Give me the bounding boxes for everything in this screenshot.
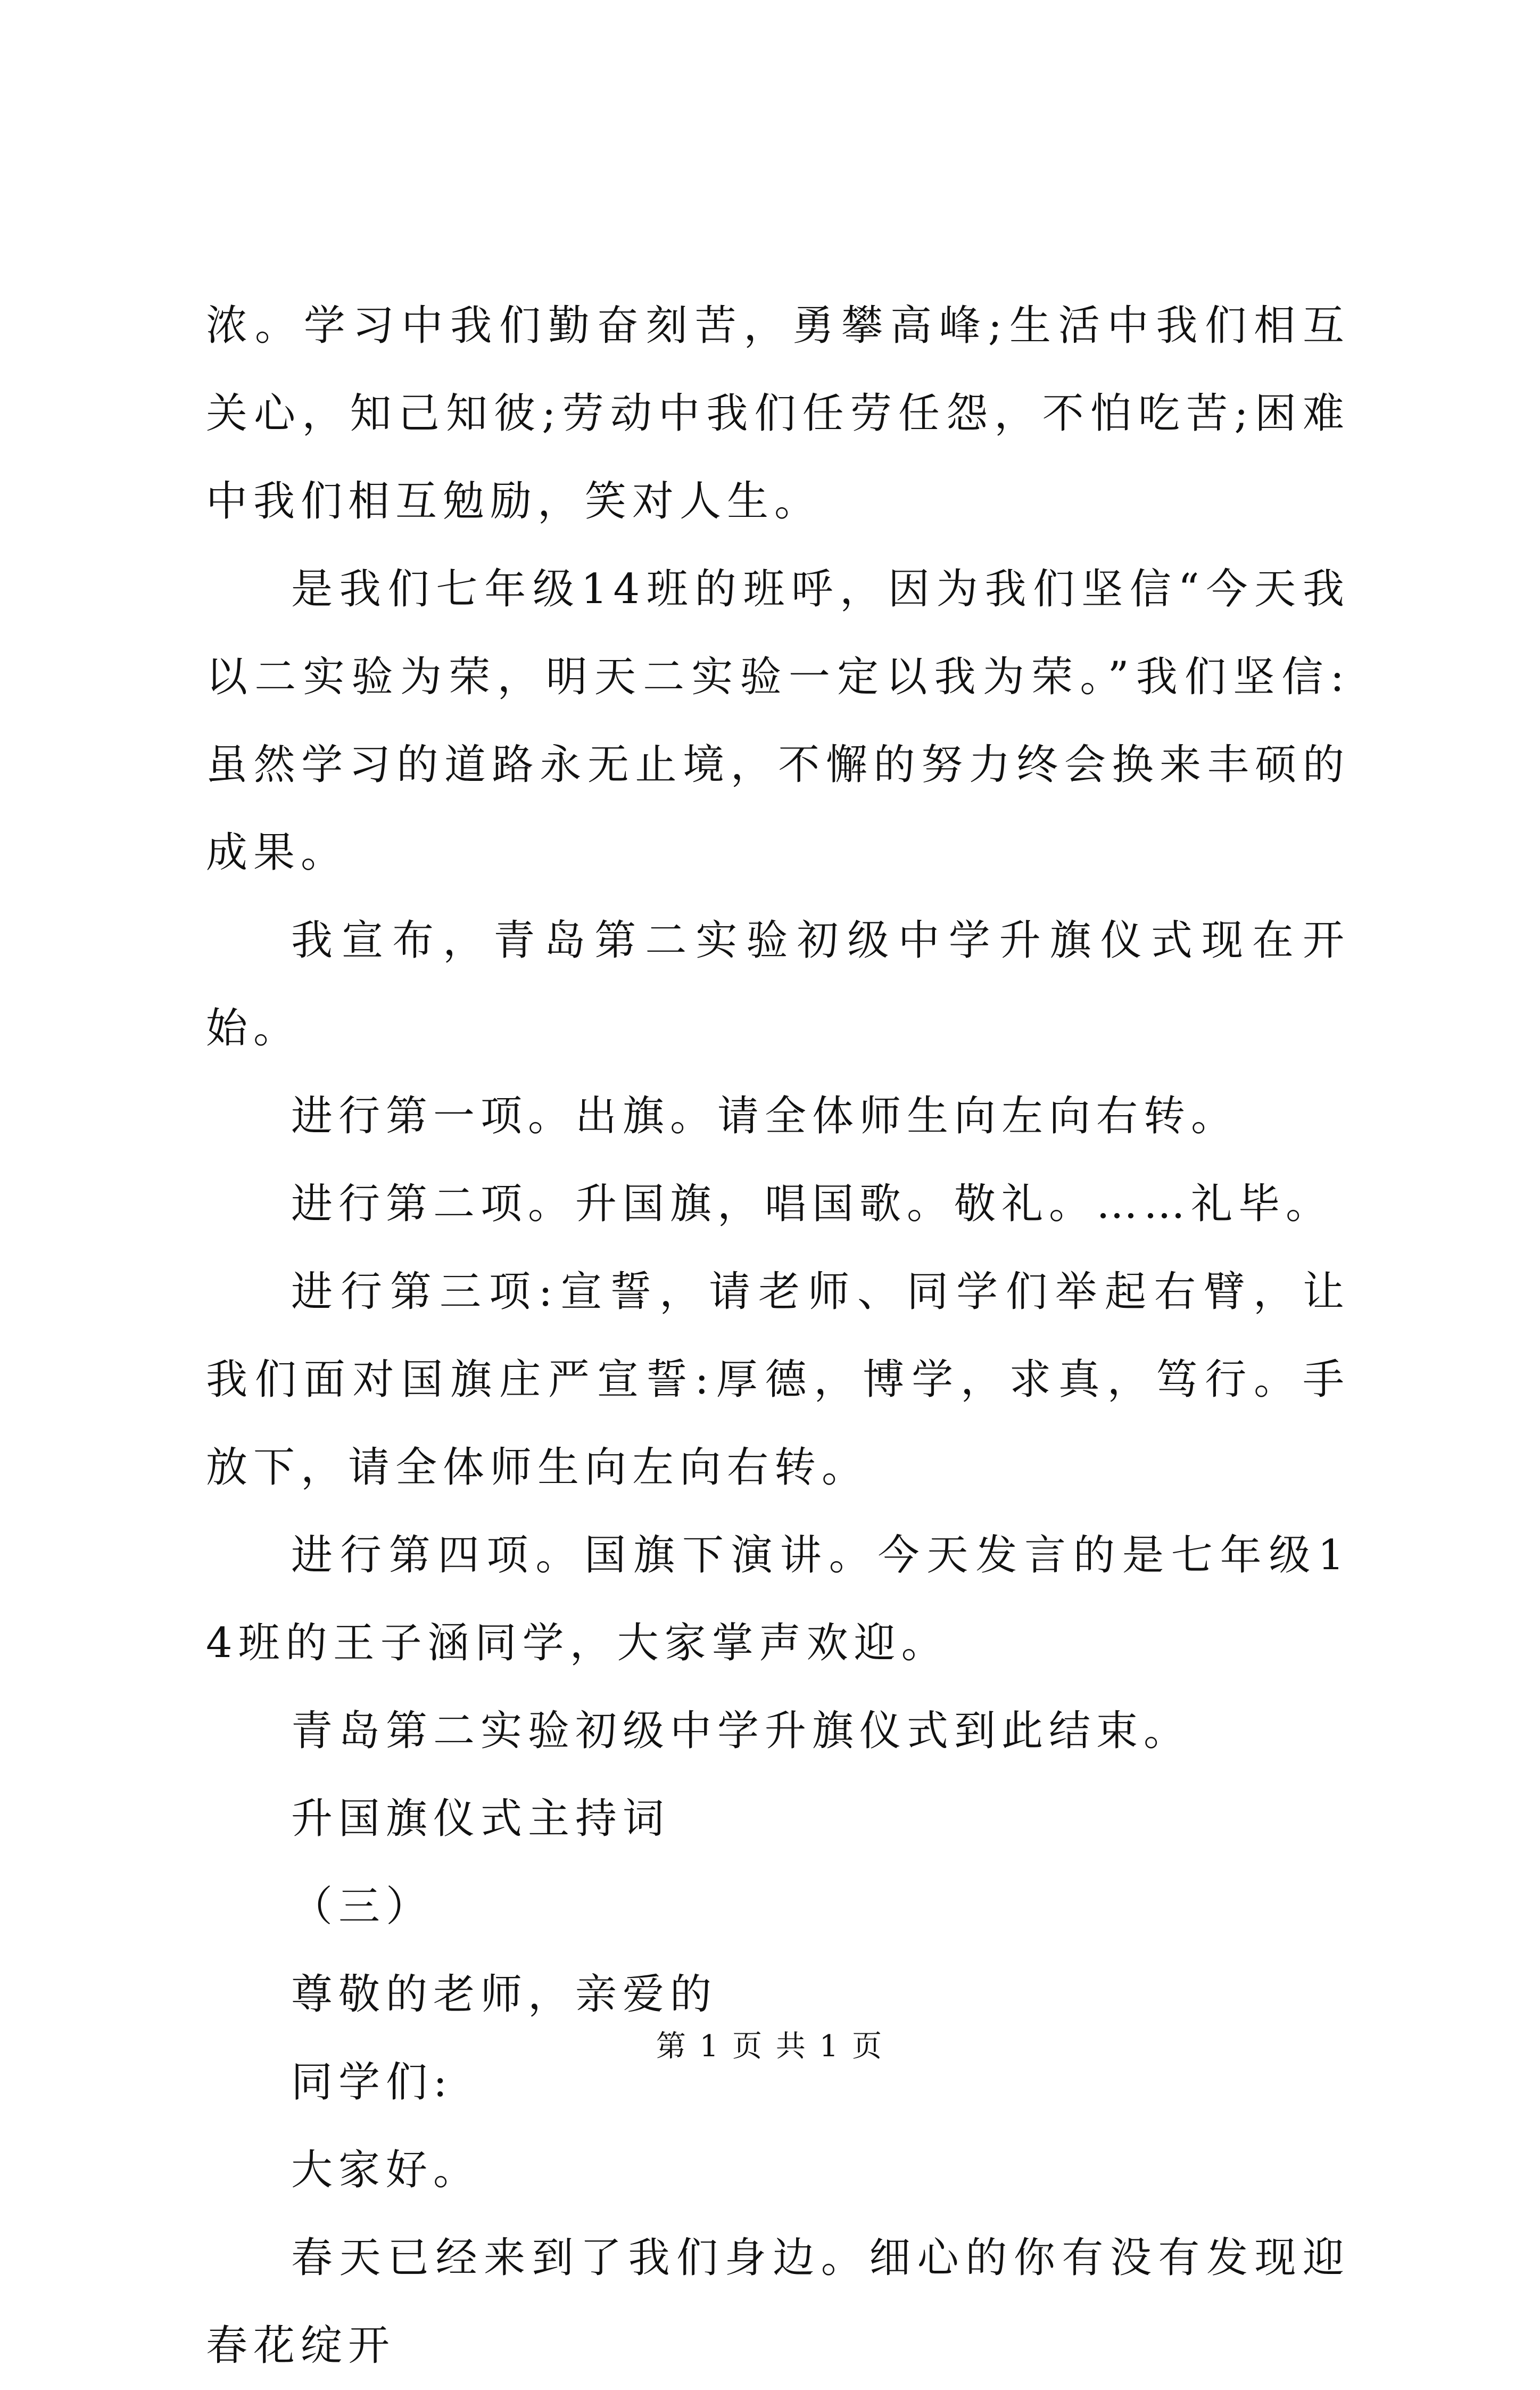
greeting: 大家好。 [291,2146,481,2194]
paragraph-2: 是我们七年级14班的班呼，因为我们坚信“今天我以二实验为荣，明天二实验一定以我为荣。”我们坚信:虽然学习的道路永无止境，不懈的努力终会换来丰硕的成果。 [206,565,1350,877]
document-body [206,282,1350,2390]
paragraph-3: 我宣布，青岛第二实验初级中学升旗仪式现在开始。 [206,917,1350,1052]
section-heading: 升国旗仪式主持词 [291,1795,670,1843]
section-number: （三） [291,1883,434,1931]
paragraph-7: 进行第四项。国旗下演讲。今天发言的是七年级14班的王子涵同学，大家掌声欢迎。 [206,1531,1350,1667]
paragraph-6: 进行第三项:宣誓，请老师、同学们举起右臂，让我们面对国旗庄严宣誓:厚德，博学，求真，笃行。手放下，请全体师生向左向右转。 [206,1268,1350,1491]
paragraph-1: 浓。学习中我们勤奋刻苦，勇攀高峰;生活中我们相互关心，知己知彼;劳动中我们任劳任怨，不怕吃苦;困难中我们相互勉励，笑对人生。 [206,302,1350,525]
paragraph-final: 春天已经来到了我们身边。细心的你有没有发现迎春花绽开 [206,2234,1350,2370]
paragraph-5: 进行第二项。升国旗，唱国歌。敬礼。……礼毕。 [291,1180,1334,1228]
paragraph-8: 青岛第二实验初级中学升旗仪式到此结束。 [291,1707,1191,1755]
page-footer: 第 1 页 共 1 页 [656,2029,884,2064]
salutation-line-1: 尊敬的老师，亲爱的 [291,1971,718,2018]
salutation-line-2: 同学们: [291,2058,453,2106]
paragraph-4: 进行第一项。出旗。请全体师生向左向右转。 [291,1092,1239,1140]
